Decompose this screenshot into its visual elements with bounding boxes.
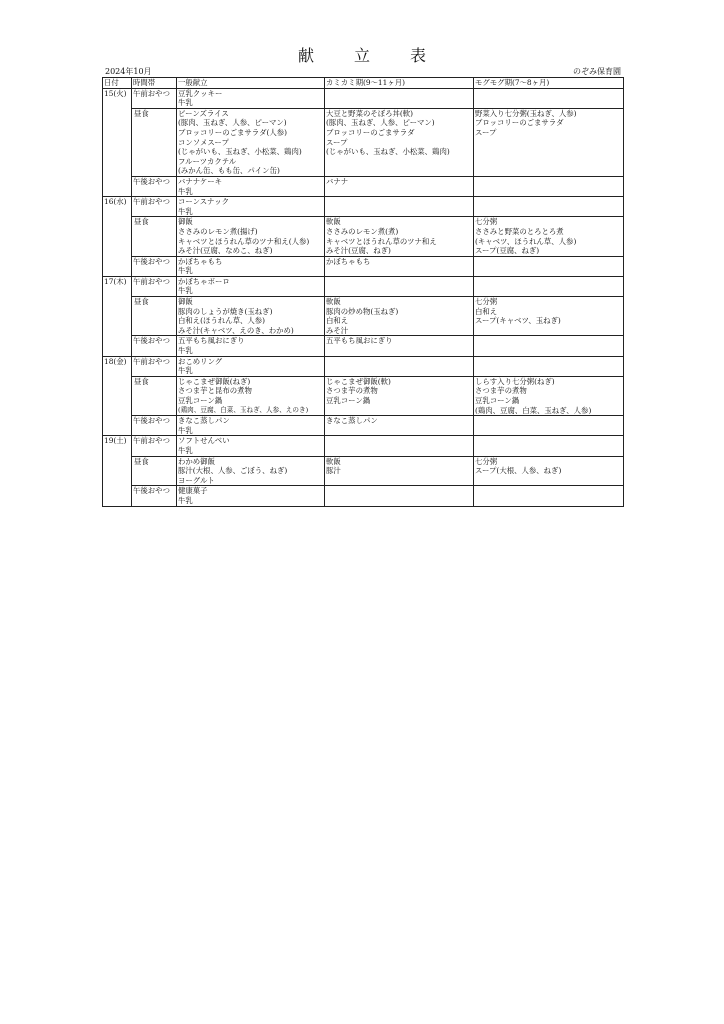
table-row	[103, 88, 624, 108]
menu-line: 牛乳	[178, 186, 193, 196]
day-cell: 18(金)	[103, 356, 132, 436]
menu-line: キャベツとほうれん草のツナ和え(人参)	[178, 236, 310, 246]
header-kamikami: カミカミ期(9～11ヶ月)	[325, 78, 474, 89]
menu-line-blank	[475, 446, 622, 456]
menu-line-blank	[475, 266, 622, 276]
kamikami-menu-cell	[325, 356, 474, 376]
menu-line: さつま芋と昆布の煮物	[178, 386, 252, 396]
meal-time-label: 昼食	[132, 217, 177, 256]
menu-line: (豚肉、玉ねぎ、人参、ピーマン)	[178, 118, 287, 128]
mogumogu-menu-cell	[474, 486, 624, 506]
menu-line: みそ汁(豆腐、ねぎ)	[326, 246, 391, 256]
table-row	[103, 416, 624, 436]
menu-line: きなこ蒸しパン	[326, 416, 378, 426]
table-row	[103, 197, 624, 217]
mogumogu-menu-cell	[474, 297, 624, 336]
kamikami-menu-cell	[325, 256, 474, 276]
mogumogu-menu-cell	[474, 88, 624, 108]
menu-line: コンソメスープ	[178, 137, 229, 147]
general-menu-cell	[177, 88, 325, 108]
menu-line: 豆乳コーン鍋	[326, 396, 371, 405]
menu-line: 七分粥	[475, 297, 498, 307]
menu-line: バナナケーキ	[178, 176, 223, 186]
menu-line-blank	[475, 476, 622, 486]
menu-line: ささみのレモン煮(煮)	[326, 226, 399, 236]
general-menu-cell	[177, 456, 325, 486]
general-menu-cell	[177, 336, 325, 356]
menu-line-blank	[326, 197, 472, 207]
menu-line: 牛乳	[178, 366, 193, 376]
general-menu-cell	[177, 356, 325, 376]
kamikami-menu-cell	[325, 436, 474, 456]
menu-line-blank	[475, 147, 622, 157]
menu-line: きなこ蒸しパン	[178, 416, 230, 426]
general-menu-cell	[177, 197, 325, 217]
menu-line: ヨーグルト	[178, 475, 215, 485]
menu-line: 白和え	[475, 306, 498, 316]
mogumogu-menu-cell	[474, 416, 624, 436]
menu-line: ささみと野菜のとろとろ煮	[475, 226, 564, 236]
table-row	[103, 336, 624, 356]
menu-line: 軟飯	[326, 217, 341, 227]
menu-line-blank	[326, 426, 472, 436]
menu-line-blank	[475, 197, 622, 207]
menu-line: ビーンズライス	[178, 108, 229, 118]
menu-line: 牛乳	[178, 346, 193, 356]
header-mogumogu: モグモグ期(7～8ヶ月)	[474, 78, 624, 89]
menu-line-blank	[475, 207, 622, 217]
menu-line-blank	[475, 98, 622, 108]
day-cell: 16(水)	[103, 197, 132, 277]
menu-line: 健康菓子	[178, 486, 208, 496]
table-row	[103, 456, 624, 486]
menu-line: じゃこまぜ御飯(軟)	[326, 376, 391, 386]
page-title	[0, 46, 724, 66]
mogumogu-menu-cell	[474, 108, 624, 176]
menu-line: 牛乳	[178, 286, 193, 296]
menu-body	[103, 88, 624, 506]
kamikami-menu-cell	[325, 416, 474, 436]
mogumogu-menu-cell	[474, 436, 624, 456]
meal-time-label: 午後おやつ	[132, 256, 177, 276]
general-menu-cell	[177, 256, 325, 276]
meal-time-label: 午前おやつ	[132, 356, 177, 376]
table-row	[103, 217, 624, 256]
menu-line: 軟飯	[326, 456, 341, 466]
menu-line: 牛乳	[178, 425, 193, 435]
kamikami-menu-cell	[325, 376, 474, 415]
menu-line: おこめリング	[178, 356, 223, 366]
general-menu-cell	[177, 108, 325, 176]
menu-line-blank	[326, 486, 472, 496]
menu-line: フルーツカクテル	[178, 156, 237, 166]
kamikami-menu-cell	[325, 486, 474, 506]
menu-line: スープ(豆腐、ねぎ)	[475, 246, 540, 256]
menu-line: キャベツとほうれん草のツナ和え	[326, 236, 437, 246]
meal-time-label: 昼食	[132, 297, 177, 336]
menu-line: ささみのレモン煮(揚げ)	[178, 226, 258, 236]
menu-line: 五平もち風おにぎり	[178, 336, 245, 346]
menu-line: 大豆と野菜のそぼろ丼(軟)	[326, 108, 414, 118]
general-menu-cell	[177, 486, 325, 506]
meal-time-label: 昼食	[132, 456, 177, 486]
menu-line: スープ(キャベツ、玉ねぎ)	[475, 316, 561, 326]
mogumogu-menu-cell	[474, 376, 624, 415]
menu-line: (鶏肉、豆腐、白菜、玉ねぎ、人参、えのき)	[178, 405, 309, 414]
day-cell: 19(土)	[103, 436, 132, 506]
menu-line: (じゃがいも、玉ねぎ、小松菜、鶏肉)	[178, 147, 302, 157]
menu-line: 牛乳	[178, 206, 193, 216]
day-cell: 17(木)	[103, 276, 132, 356]
menu-line-blank	[326, 266, 472, 276]
menu-line: みそ汁(豆腐、なめこ、ねぎ)	[178, 246, 273, 256]
menu-line-blank	[326, 446, 472, 456]
header-day: 日付	[103, 78, 132, 89]
menu-line: さつま芋の煮物	[475, 386, 527, 396]
menu-line-blank	[475, 177, 622, 187]
menu-line: スープ	[475, 127, 497, 137]
menu-table	[102, 77, 624, 507]
menu-line-blank	[475, 138, 622, 148]
menu-line: かぼちゃボーロ	[178, 276, 230, 286]
menu-line: 豆乳コーン鍋	[475, 396, 520, 405]
menu-line: 御飯	[178, 217, 193, 227]
menu-line-blank	[475, 187, 622, 197]
menu-line-blank	[475, 336, 622, 346]
menu-line: ソフトせんべい	[178, 436, 230, 446]
menu-line-blank	[475, 326, 622, 336]
menu-line-blank	[475, 89, 622, 99]
menu-line: みそ汁(キャベツ、えのき、わかめ)	[178, 325, 294, 335]
menu-line-blank	[326, 357, 472, 367]
kamikami-menu-cell	[325, 197, 474, 217]
day-cell: 15(火)	[103, 88, 132, 197]
table-row	[103, 276, 624, 296]
menu-line: (豚肉、玉ねぎ、人参、ピーマン)	[326, 118, 435, 128]
menu-line-blank	[475, 277, 622, 287]
title-char: 献	[297, 46, 314, 65]
menu-line-blank	[326, 277, 472, 287]
menu-line: 牛乳	[178, 266, 193, 276]
menu-line: 豆乳コーン鍋	[178, 396, 223, 405]
menu-line: 七分粥	[475, 217, 498, 227]
menu-line-blank	[475, 436, 622, 446]
menu-line: 豚汁(大根、人参、ごぼう、ねぎ)	[178, 466, 288, 476]
general-menu-cell	[177, 176, 325, 196]
kamikami-menu-cell	[325, 88, 474, 108]
menu-line: ブロッコリーのごまサラダ	[475, 118, 564, 128]
mogumogu-menu-cell	[474, 356, 624, 376]
meal-time-label: 午前おやつ	[132, 436, 177, 456]
menu-line: コーンスナック	[178, 197, 230, 207]
menu-line: しらす入り七分粥(ねぎ)	[475, 376, 555, 386]
menu-line-blank	[326, 286, 472, 296]
menu-line-blank	[326, 366, 472, 376]
meal-time-label: 午後おやつ	[132, 486, 177, 506]
menu-line: 豆乳クッキー	[178, 88, 223, 98]
menu-line-blank	[475, 286, 622, 296]
menu-line-blank	[326, 496, 472, 506]
menu-line: かぼちゃもち	[326, 256, 371, 266]
menu-line-blank	[326, 476, 472, 486]
menu-line-blank	[475, 486, 622, 496]
menu-line: バナナ	[326, 176, 349, 186]
kamikami-menu-cell	[325, 217, 474, 256]
title-char: 立	[353, 46, 370, 65]
menu-line: みそ汁	[326, 325, 349, 335]
general-menu-cell	[177, 376, 325, 415]
menu-line: (鶏肉、豆腐、白菜、玉ねぎ、人参)	[475, 405, 592, 415]
menu-line-blank	[326, 346, 472, 356]
mogumogu-menu-cell	[474, 256, 624, 276]
table-row	[103, 486, 624, 506]
general-menu-cell	[177, 276, 325, 296]
menu-line: 軟飯	[326, 297, 341, 307]
menu-line-blank	[326, 157, 472, 167]
menu-line: 牛乳	[178, 445, 193, 455]
menu-line: 豚肉の炒め物(玉ねぎ)	[326, 306, 399, 316]
general-menu-cell	[177, 436, 325, 456]
menu-line-blank	[475, 426, 622, 436]
meal-time-label: 午後おやつ	[132, 416, 177, 436]
menu-line: ブロッコリーのごまサラダ	[326, 127, 415, 137]
menu-line-blank	[326, 207, 472, 217]
menu-line: (キャベツ、ほうれん草、人参)	[475, 236, 577, 246]
menu-line-blank	[475, 357, 622, 367]
table-row	[103, 176, 624, 196]
kamikami-menu-cell	[325, 108, 474, 176]
kamikami-menu-cell	[325, 297, 474, 336]
menu-line: ブロッコリーのごまサラダ(人参)	[178, 127, 288, 137]
general-menu-cell	[177, 217, 325, 256]
menu-line-blank	[475, 257, 622, 267]
meal-time-label: 昼食	[132, 108, 177, 176]
menu-line-blank	[475, 166, 622, 176]
menu-line: 牛乳	[178, 495, 193, 505]
menu-line: (じゃがいも、玉ねぎ、小松菜、鶏肉)	[326, 147, 450, 157]
menu-line-blank	[475, 496, 622, 506]
menu-line-blank	[326, 406, 472, 416]
meal-time-label: 午後おやつ	[132, 336, 177, 356]
menu-line-blank	[326, 166, 472, 176]
menu-line-blank	[326, 89, 472, 99]
menu-line: 牛乳	[178, 98, 193, 108]
general-menu-cell	[177, 416, 325, 436]
menu-line: 御飯	[178, 297, 193, 307]
meal-time-label: 午前おやつ	[132, 276, 177, 296]
menu-line: (みかん缶、もも缶、パイン缶)	[178, 166, 280, 176]
table-row	[103, 256, 624, 276]
kamikami-menu-cell	[325, 456, 474, 486]
menu-line: 豚汁	[326, 466, 341, 476]
menu-line: 野菜入り七分粥(玉ねぎ、人参)	[475, 108, 577, 118]
menu-line-blank	[475, 346, 622, 356]
meal-time-label: 午後おやつ	[132, 176, 177, 196]
mogumogu-menu-cell	[474, 176, 624, 196]
mogumogu-menu-cell	[474, 336, 624, 356]
menu-line-blank	[326, 98, 472, 108]
menu-line: 五平もち風おにぎり	[326, 336, 393, 346]
menu-line: 豚肉のしょうが焼き(玉ねぎ)	[178, 306, 273, 316]
menu-line: スープ(大根、人参、ねぎ)	[475, 466, 562, 476]
header-row	[103, 78, 624, 89]
menu-line: 七分粥	[475, 456, 498, 466]
kamikami-menu-cell	[325, 176, 474, 196]
menu-line: わかめ御飯	[178, 456, 215, 466]
menu-line-blank	[326, 187, 472, 197]
menu-line-blank	[326, 436, 472, 446]
menu-line: スープ	[326, 137, 348, 147]
menu-line: 白和え(ほうれん草、人参)	[178, 316, 266, 326]
menu-line-blank	[475, 366, 622, 376]
mogumogu-menu-cell	[474, 197, 624, 217]
meal-time-label: 午前おやつ	[132, 197, 177, 217]
table-row	[103, 376, 624, 415]
menu-line: 白和え	[326, 316, 349, 326]
menu-line: じゃこまぜ御飯(ねぎ)	[178, 376, 251, 386]
title-char: 表	[410, 46, 427, 65]
header-general: 一般献立	[177, 78, 325, 89]
mogumogu-menu-cell	[474, 456, 624, 486]
nursery-name: のぞみ保育園	[573, 67, 621, 76]
menu-line: さつま芋の煮物	[326, 386, 378, 396]
menu-line: かぼちゃもち	[178, 256, 223, 266]
table-row	[103, 297, 624, 336]
mogumogu-menu-cell	[474, 276, 624, 296]
menu-line-blank	[475, 416, 622, 426]
table-row	[103, 436, 624, 456]
kamikami-menu-cell	[325, 276, 474, 296]
mogumogu-menu-cell	[474, 217, 624, 256]
general-menu-cell	[177, 297, 325, 336]
meal-time-label: 昼食	[132, 376, 177, 415]
table-row	[103, 108, 624, 176]
meal-time-label: 午前おやつ	[132, 88, 177, 108]
table-row	[103, 356, 624, 376]
menu-line-blank	[475, 157, 622, 167]
date-label: 2024年10月	[105, 67, 152, 76]
header-time: 時間帯	[132, 78, 177, 89]
kamikami-menu-cell	[325, 336, 474, 356]
